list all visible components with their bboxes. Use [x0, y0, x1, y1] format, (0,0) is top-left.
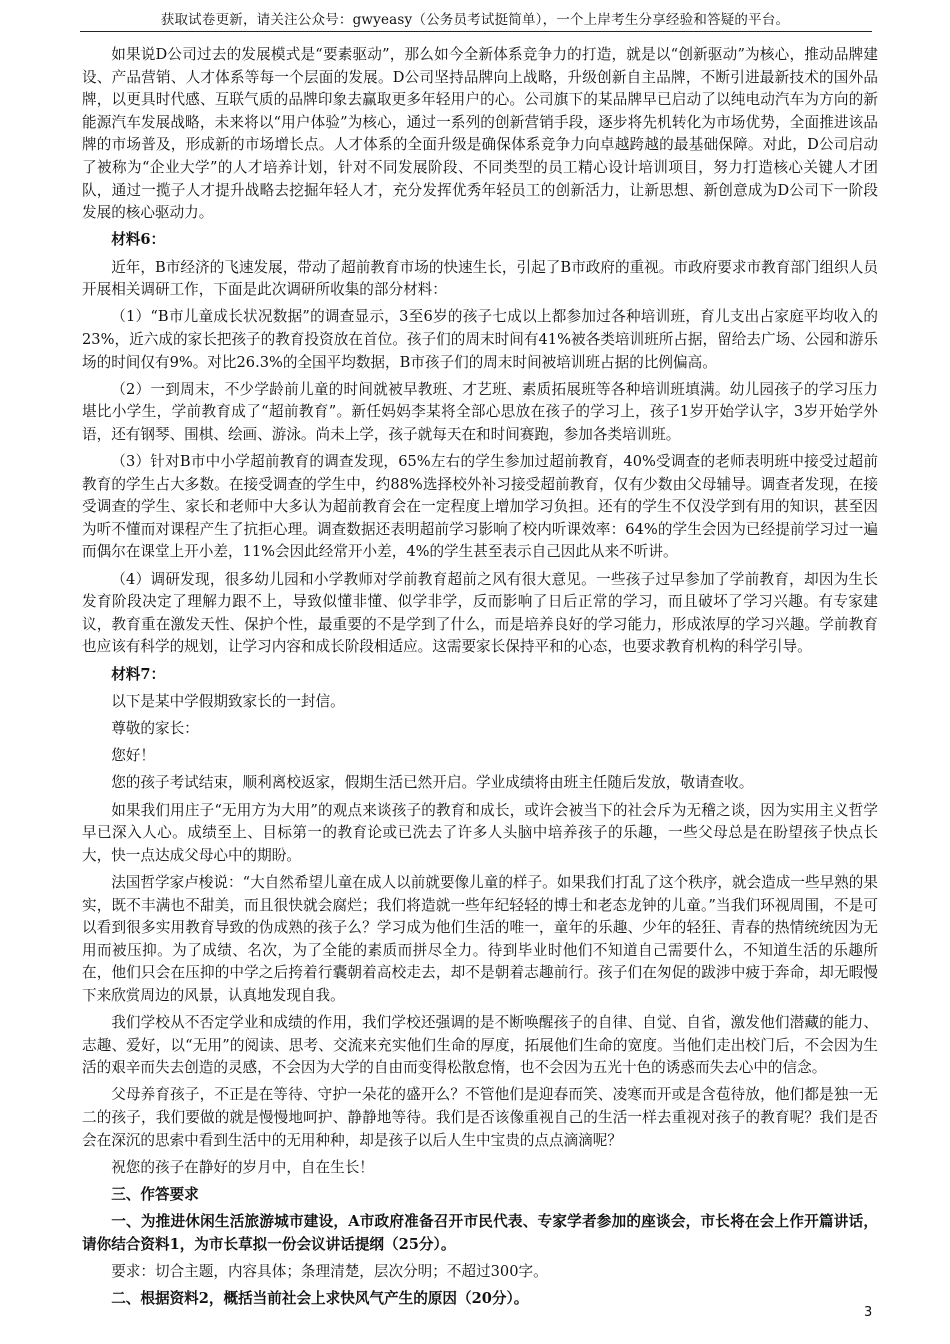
paragraph-d-company: 如果说D公司过去的发展模式是“要素驱动”，那么如今全新体系竞争力的打造，就是以“创新驱动”为核心，推动品牌建设、产品营销、人才体系等每一个层面的发展。D公司坚持品牌向上战略，升级创新自主品牌，不断引进最新技术的国外品牌，以更具时代感、互联气质的品牌印象去赢取更多年轻用户的心。公司旗下的某品牌早已启动了以纯电动汽车为方向的新能源汽车发展战略，未来将以“用户体验”为核心，通过一系列的创新营销手段，逐步将先机转化为市场优势，全面推进该品牌的市场普及，形成新的市场增长点。人才体系的全面升级是确保体系竞争力向卓越跨越的最基础保障。对此，D公司启动了被称为“企业大学”的人才培养计划，针对不同发展阶段、不同类型的员工精心设计培训项目，努力打造核心关键人才团队，通过一揽子人才提升战略去挖掘年轻人才，充分发挥优秀年轻员工的创新活力，让新思想、新创意成为D公司下一阶段发展的核心驱动力。: [82, 46, 878, 222]
material-6-heading: 材料6：: [111, 231, 166, 249]
header-divider: [80, 31, 872, 32]
page-header-notice: 获取试卷更新，请关注公众号：gwyeasy（公务员考试挺简单），一个上岸考生分享经验和答疑的平台。: [160, 12, 790, 28]
question-1-requirements: 要求：切合主题，内容具体；条理清楚，层次分明；不超过300字。: [111, 1262, 548, 1280]
letter-closing: 祝您的孩子在静好的岁月中，自在生长！: [111, 1158, 374, 1176]
letter-paragraph-1: 您的孩子考试结束，顺利离校返家，假期生活已然开启。学业成绩将由班主任随后发放，敬请查收。: [111, 774, 754, 792]
material-6-item-1: （1）“B市儿童成长状况数据”的调查显示，3至6岁的孩子七成以上都参加过各种培训班，育儿支出占家庭平均收入的23%，近六成的家长把孩子的教育投资放在首位。孩子们的周末时间有41%被各类培训班所占据，留给去广场、公园和游乐场的时间仅有9%。对比26.3%的全国平均数据，B市孩子们的周末时间被培训班占据的比例偏高。: [82, 308, 878, 371]
question-2: 二、根据资料2，概括当前社会上求快风气产生的原因（20分）。: [111, 1290, 529, 1308]
letter-paragraph-4: 我们学校从不否定学业和成绩的作用，我们学校还强调的是不断唤醒孩子的自律、自觉、自省，激发他们潜藏的能力、志趣、爱好，以“无用”的阅读、思考、交流来充实他们生命的厚度，拓展他们生命的宽度。当他们走出校门后，不会因为生活的艰辛而失去创造的灵感，不会因为大学的自由而变得松散怠惰，也不会因为五光十色的诱惑而失去心中的信念。: [82, 1014, 878, 1077]
letter-paragraph-5: 父母养育孩子，不正是在等待、守护一朵花的盛开么？不管他们是迎春而笑、凌寒而开或是含苞待放，他们都是独一无二的孩子，我们要做的就是慢慢地呵护、静静地等待。我们是否该像重视自己的生活一样去重视对孩子的教育呢？我们是否会在深沉的思索中看到生活中的无用种种，却是孩子以后人生中宝贵的点点滴滴呢？: [82, 1086, 878, 1149]
material-7-intro: 以下是某中学假期致家长的一封信。: [111, 692, 345, 710]
letter-greeting: 您好！: [111, 747, 155, 765]
question-1: 一、为推进休闲生活旅游城市建设，A市政府准备召开市民代表、专家学者参加的座谈会，市长将在会上作开篇讲话，请你结合资料1，为市长草拟一份会议讲话提纲（25分）。: [82, 1213, 878, 1253]
letter-paragraph-3: 法国哲学家卢梭说：“大自然希望儿童在成人以前就要像儿童的样子。如果我们打乱了这个秩序，就会造成一些早熟的果实，既不丰满也不甜美，而且很快就会腐烂；我们将造就一些年纪轻轻的博士和老态龙钟的儿童。”当我们环视周围，不是可以看到很多实用教育导致的伪成熟的孩子么？学习成为他们生活的唯一，童年的乐趣、少年的轻狂、青春的热情统统因为无用而被压抑。为了成绩、名次，为了全能的素质而拼尽全力。待到毕业时他们不知道自己需要什么，不知道生活的乐趣所在，他们只会在压抑的中学之后挎着行囊朝着高校走去，却不是朝着志趣前行。孩子们在匆促的跋涉中疲于奔命，却无暇慢下来欣赏周边的风景，认真地发现自我。: [82, 873, 878, 1004]
letter-salutation: 尊敬的家长：: [111, 719, 199, 737]
material-6-item-2: （2）一到周末，不少学龄前儿童的时间就被早教班、才艺班、素质拓展班等各种培训班填满。幼儿园孩子的学习压力堪比小学生，学前教育成了“超前教育”。新任妈妈李某将全部心思放在孩子的学习上，孩子1岁开始学认字，3岁开始学外语，还有钢琴、围棋、绘画、游泳。尚未上学，孩子就每天在和时间赛跑，参加各类培训班。: [82, 380, 878, 443]
material-6-intro: 近年，B市经济的飞速发展，带动了超前教育市场的快速生长，引起了B市政府的重视。市政府要求市教育部门组织人员开展相关调研工作，下面是此次调研所收集的部分材料：: [82, 258, 878, 299]
material-6-item-3: （3）针对B市中小学超前教育的调查发现，65%左右的学生参加过超前教育，40%受调查的老师表明班中接受过超前教育的学生占大多数。在接受调查的学生中，约88%选择校外补习接受超前教育，仅有少数由父母辅导。调查者发现，在接受调查的学生、家长和老师中大多认为超前教育会在一定程度上增加学习负担。还有的学生不仅没学到有用的知识，甚至因为听不懂而对课程产生了抗拒心理。调查数据还表明超前学习影响了校内听课效率：64%的学生会因为已经提前学习过一遍而偶尔在课堂上开小差，11%会因此经常开小差，4%的学生甚至表示自己因此从来不听讲。: [82, 453, 878, 561]
document-body: [82, 44, 878, 1315]
letter-paragraph-2: 如果我们用庄子“无用方为大用”的观点来谈孩子的教育和成长，或许会被当下的社会斥为无稽之谈，因为实用主义哲学早已深入人心。成绩至上、目标第一的教育论或已洗去了许多人头脑中培养孩子的乐趣，一些父母总是在盼望孩子快点长大，快一点达成父母心中的期盼。: [82, 801, 878, 864]
material-7-heading: 材料7：: [111, 665, 166, 683]
section-3-heading: 三、作答要求: [111, 1186, 199, 1203]
page-number: 3: [864, 1305, 873, 1320]
material-6-item-4: （4）调研发现，很多幼儿园和小学教师对学前教育超前之风有很大意见。一些孩子过早参加了学前教育，却因为生长发育阶段决定了理解力跟不上，导致似懂非懂、似学非学，反而影响了日后正常的学习，而且破坏了学习兴趣。有专家建议，教育重在激发天性、保护个性，最重要的不是学到了什么，而是培养良好的学习能力，形成浓厚的学习兴趣。学前教育也应该有科学的规划，让学习内容和成长阶段相适应。这需要家长保持平和的心态，也要求教育机构的科学引导。: [82, 570, 878, 656]
